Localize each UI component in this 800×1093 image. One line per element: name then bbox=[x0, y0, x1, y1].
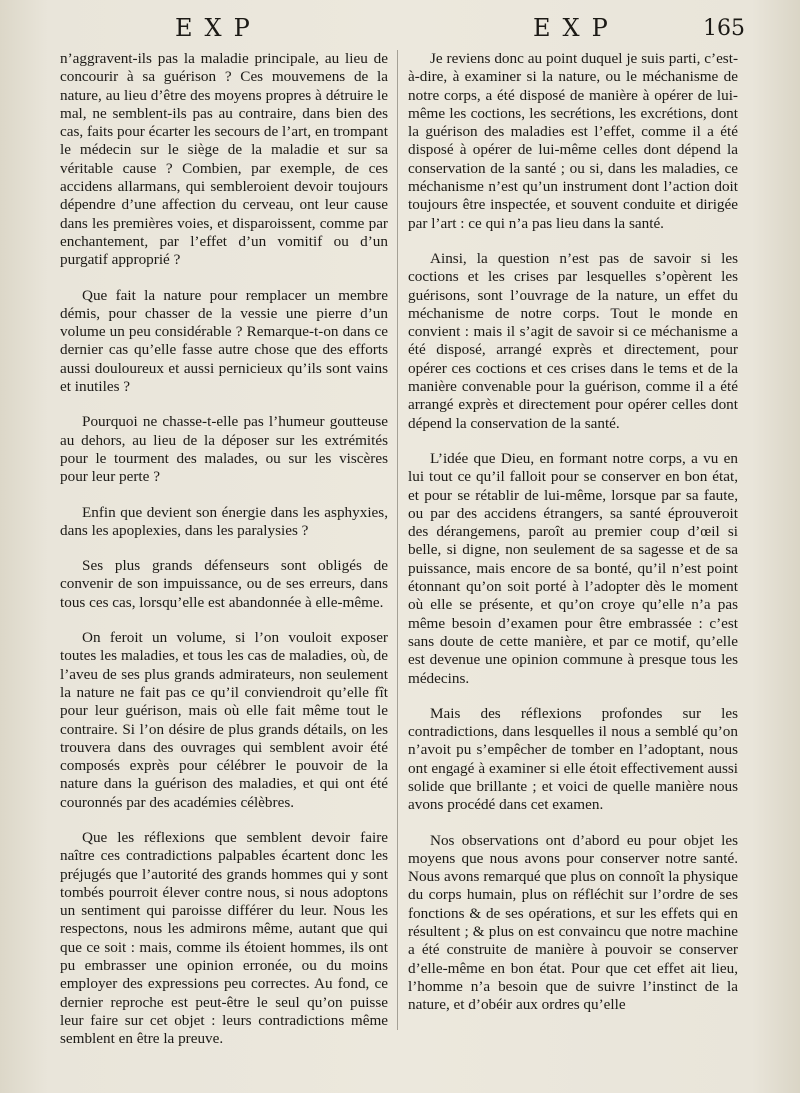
paragraph: Enfin que devient son énergie dans les asphyxies, dans les apoplexies, dans les paralysies ? bbox=[60, 503, 388, 539]
paragraph: Je reviens donc au point duquel je suis parti, c’est-à-dire, à examiner si la nature, ou le méchanisme de notre corps, a été disposé de manière à opérer de lui-même les coctions, les secrétions, les excrétions, dont la guérison des maladies est l’effet, comme il a été disposé à opérer de lui-même celles dont dépend la conservation de la santé ; ou si, dans les maladies, ce méchanisme n’est qu’un instrument dont l’action doit toujours être inspectée, et souvent conduite et dirigée par l’art : ce qui n’a pas lieu dans la santé. bbox=[408, 50, 738, 232]
page-number: 165 bbox=[703, 16, 745, 41]
paragraph: On feroit un volume, si l’on vouloit exposer toutes les maladies, et tous les cas de maladies, où, de l’aveu de ses plus grands admirateurs, non seulement la nature ne fait pas ce qu’il conviendroit qu’elle fît pour leur guérison, mais où elle fait même tout le contraire. Si l’on désire de plus grands détails, on les trouvera dans des ouvrages qui semblent avoir été composés exprès pour célébrer le pouvoir de la nature dans la guérison des maladies, et qui ont été couronnés par des académies célèbres. bbox=[60, 629, 388, 811]
header-left-title: EXP bbox=[175, 14, 262, 42]
paragraph: n’aggravent-ils pas la maladie principale, au lieu de concourir à sa guérison ? Ces mouvemens de la nature, au lieu d’être des moyens propres à détruire le mal, ne semblent-ils pas au contraire, dans bien des cas, faits pour écarter les secours de l’art, en trompant le médecin sur le siège de la maladie et sur sa véritable cause ? Combien, par exemple, de ces accidens allarmans, qui sembleroient devoir toujours dépendre d’une affection du cerveau, ont leur cause dans les premières voies, et disparoissent, comme par enchantement, par l’effet d’un vomitif ou d’un purgatif approprié ? bbox=[60, 50, 388, 269]
header-right-title: EXP bbox=[533, 14, 620, 42]
paragraph: Pourquoi ne chasse-t-elle pas l’humeur goutteuse au dehors, au lieu de la déposer sur les extrémités pour le tourment des malades, ou sur les viscères pour leur perte ? bbox=[60, 413, 388, 486]
paragraph: L’idée que Dieu, en formant notre corps, a vu en lui tout ce qu’il falloit pour se conserver en bon état, et pour se rétablir de lui-même, lorsque par sa faute, ou par des accidens étrangers, sa santé éprouveroit des dérangemens, paroît au premier coup d’œil si belle, si digne, non seulement de sa sagesse et de sa puissance, mais encore de sa bonté, qu’il n’est point étonnant qu’on soit porté à l’adopter dès le moment où elle se présente, et qu’on croye qu’elle n’a pas même besoin d’examen pour être embrassée : c’est sans doute de cette manière, et par ce motif, qu’elle est devenue une opinion commune à presque tous les médecins. bbox=[408, 449, 738, 687]
paragraph: Mais des réflexions profondes sur les contradictions, dans lesquelles il nous a semblé qu’on n’avoit pu s’empêcher de tomber en l’adoptant, nous ont engagé à examiner si elle étoit effectivement aussi solide que brillante ; et voici de quelle manière nous avons procédé dans cet examen. bbox=[408, 704, 738, 814]
paragraph: Ses plus grands défenseurs sont obligés de convenir de son impuissance, ou de ses erreurs, dans tous ces cas, lorsqu’elle est abandonnée à elle-même. bbox=[60, 557, 388, 611]
right-column bbox=[408, 50, 738, 1032]
paragraph: Ainsi, la question n’est pas de savoir si les coctions et les crises par lesquelles s’opèrent les guérisons, sont l’ouvrage de la nature, un effet du méchanisme de notre corps. Tout le monde en convient : mais il s’agit de savoir si ce méchanisme a été disposé, arrangé exprès et directement, pour opérer ces coctions et ces crises dans le tems et de la manière convenable pour la guérison, comme il a été arrangé exprès et directement pour opérer celles dont dépend la conservation de la santé. bbox=[408, 249, 738, 432]
paragraph: Que les réflexions que semblent devoir faire naître ces contradictions palpables écartent donc les préjugés que l’autorité des grands hommes qui y sont tombés pourroit élever contre nous, si nous adoptons un sentiment qui paroisse différer du leur. Nous les respectons, nous les admirons même, autant que qui que ce soit : mais, comme ils étoient hommes, ils ont pu embrasser une opinion erronée, ou du moins employer des expressions peu correctes. Au fond, ce dernier reproche est peut-être le seul qu’on puisse leur faire sur cet objet : leurs contradictions même semblent en être la preuve. bbox=[60, 828, 388, 1048]
left-column bbox=[60, 50, 388, 1066]
column-divider bbox=[397, 50, 398, 1030]
paragraph: Que fait la nature pour remplacer un membre démis, pour chasser de la vessie une pierre d’un volume un peu considérable ? Remarque-t-on dans ce dernier cas qu’elle fasse autre chose que des efforts aussi douloureux et aussi pernicieux qu’ils sont vains et inutiles ? bbox=[60, 286, 388, 396]
paragraph: Nos observations ont d’abord eu pour objet les moyens que nous avons pour conserver notre santé. Nous avons remarqué que plus on connoît la physique du corps humain, plus on réfléchit sur l’ordre de ses fonctions & de ses opérations, et sur les effets qui en résultent ; & plus on est convaincu que notre machine a été construite de manière à pouvoir se conserver d’elle-même en bon état. Pour que cet effet ait lieu, l’homme n’a besoin que de suivre l’instinct de la nature, et d’obéir aux ordres qu’elle bbox=[408, 831, 738, 1014]
running-header bbox=[0, 14, 800, 42]
